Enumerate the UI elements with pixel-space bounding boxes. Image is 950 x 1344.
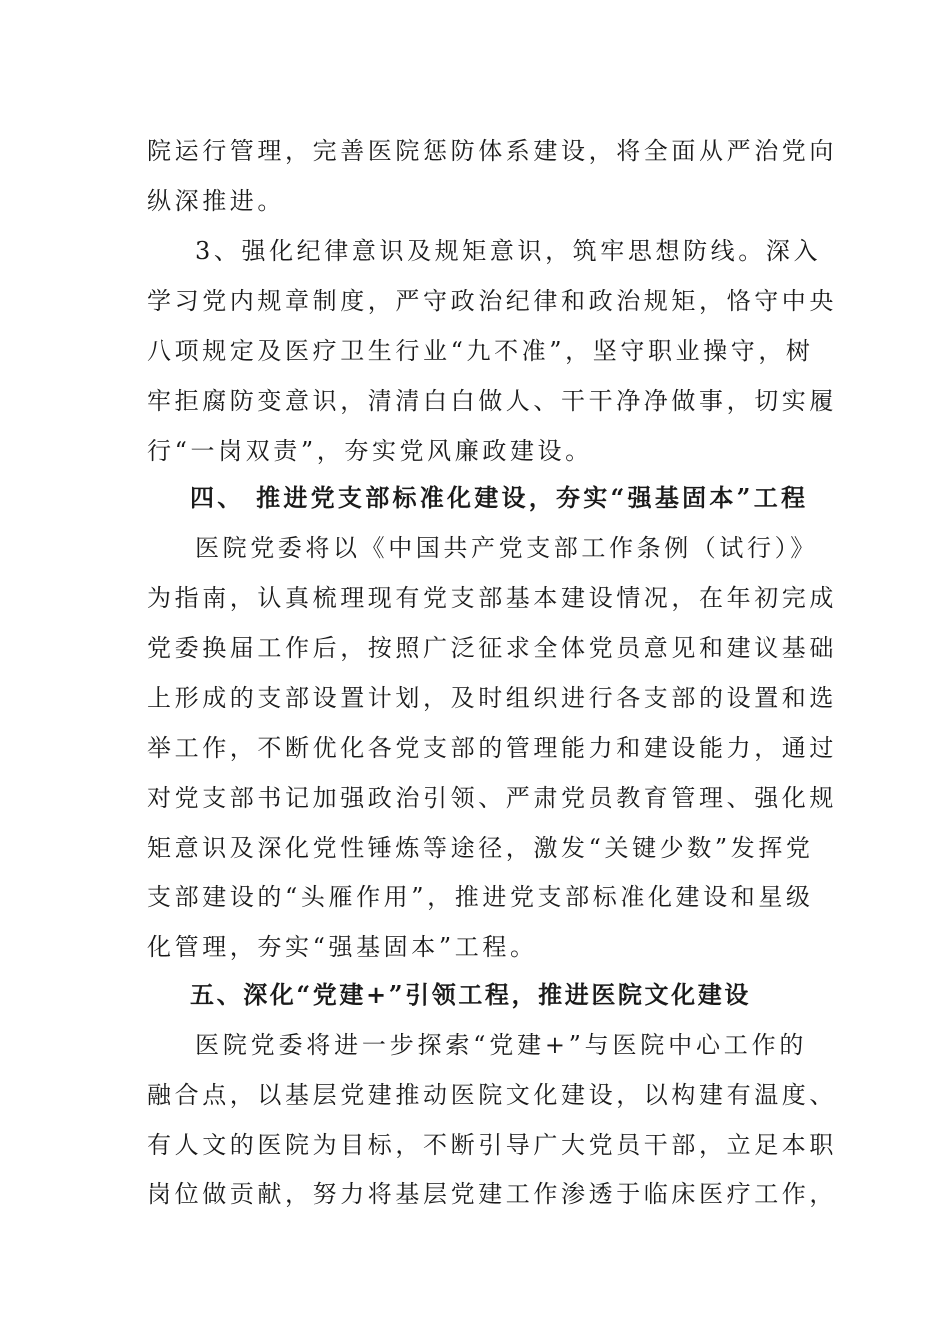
paragraph-line: 对党支部书记加强政治引领、严肃党员教育管理、强化规: [147, 784, 837, 812]
paragraph-line: 化管理，夯实“强基固本”工程。: [147, 933, 538, 961]
paragraph-line: 有人文的医院为目标，不断引导广大党员干部，立足本职: [147, 1131, 837, 1159]
section-heading: 五、深化“党建+”引领工程，推进医院文化建设: [190, 980, 751, 1009]
paragraph-line: 医院党委将进一步探索“党建+”与医院中心工作的: [195, 1031, 807, 1059]
paragraph-line: 纵深推进。: [147, 187, 285, 215]
paragraph-line: 医院党委将以《中国共产党支部工作条例（试行）》: [195, 534, 818, 562]
paragraph-line: 融合点，以基层党建推动医院文化建设，以构建有温度、: [147, 1081, 837, 1109]
paragraph-line: 牢拒腐防变意识，清清白白做人、干干净净做事，切实履: [147, 387, 837, 415]
paragraph-line: 支部建设的“头雁作用”，推进党支部标准化建设和星级: [147, 883, 814, 911]
paragraph-line: 院运行管理，完善医院惩防体系建设，将全面从严治党向: [147, 137, 837, 165]
paragraph-line: 学习党内规章制度，严守政治纪律和政治规矩，恪守中央: [147, 287, 837, 315]
paragraph-line: 3、强化纪律意识及规矩意识，筑牢思想防线。深入: [195, 237, 822, 265]
paragraph-line: 矩意识及深化党性锤炼等途径，激发“关键少数”发挥党: [147, 834, 814, 862]
paragraph-line: 上形成的支部设置计划，及时组织进行各支部的设置和选: [147, 684, 837, 712]
paragraph-line: 为指南，认真梳理现有党支部基本建设情况，在年初完成: [147, 584, 837, 612]
paragraph-line: 岗位做贡献，努力将基层党建工作渗透于临床医疗工作，: [147, 1180, 837, 1208]
paragraph-line: 行“一岗双责”，夯实党风廉政建设。: [147, 437, 593, 465]
section-heading: 四、 推进党支部标准化建设，夯实“强基固本”工程: [190, 483, 807, 512]
paragraph-line: 八项规定及医疗卫生行业“九不准”，坚守职业操守，树: [147, 337, 814, 365]
paragraph-line: 党委换届工作后，按照广泛征求全体党员意见和建议基础: [147, 634, 837, 662]
paragraph-line: 举工作，不断优化各党支部的管理能力和建设能力，通过: [147, 734, 837, 762]
